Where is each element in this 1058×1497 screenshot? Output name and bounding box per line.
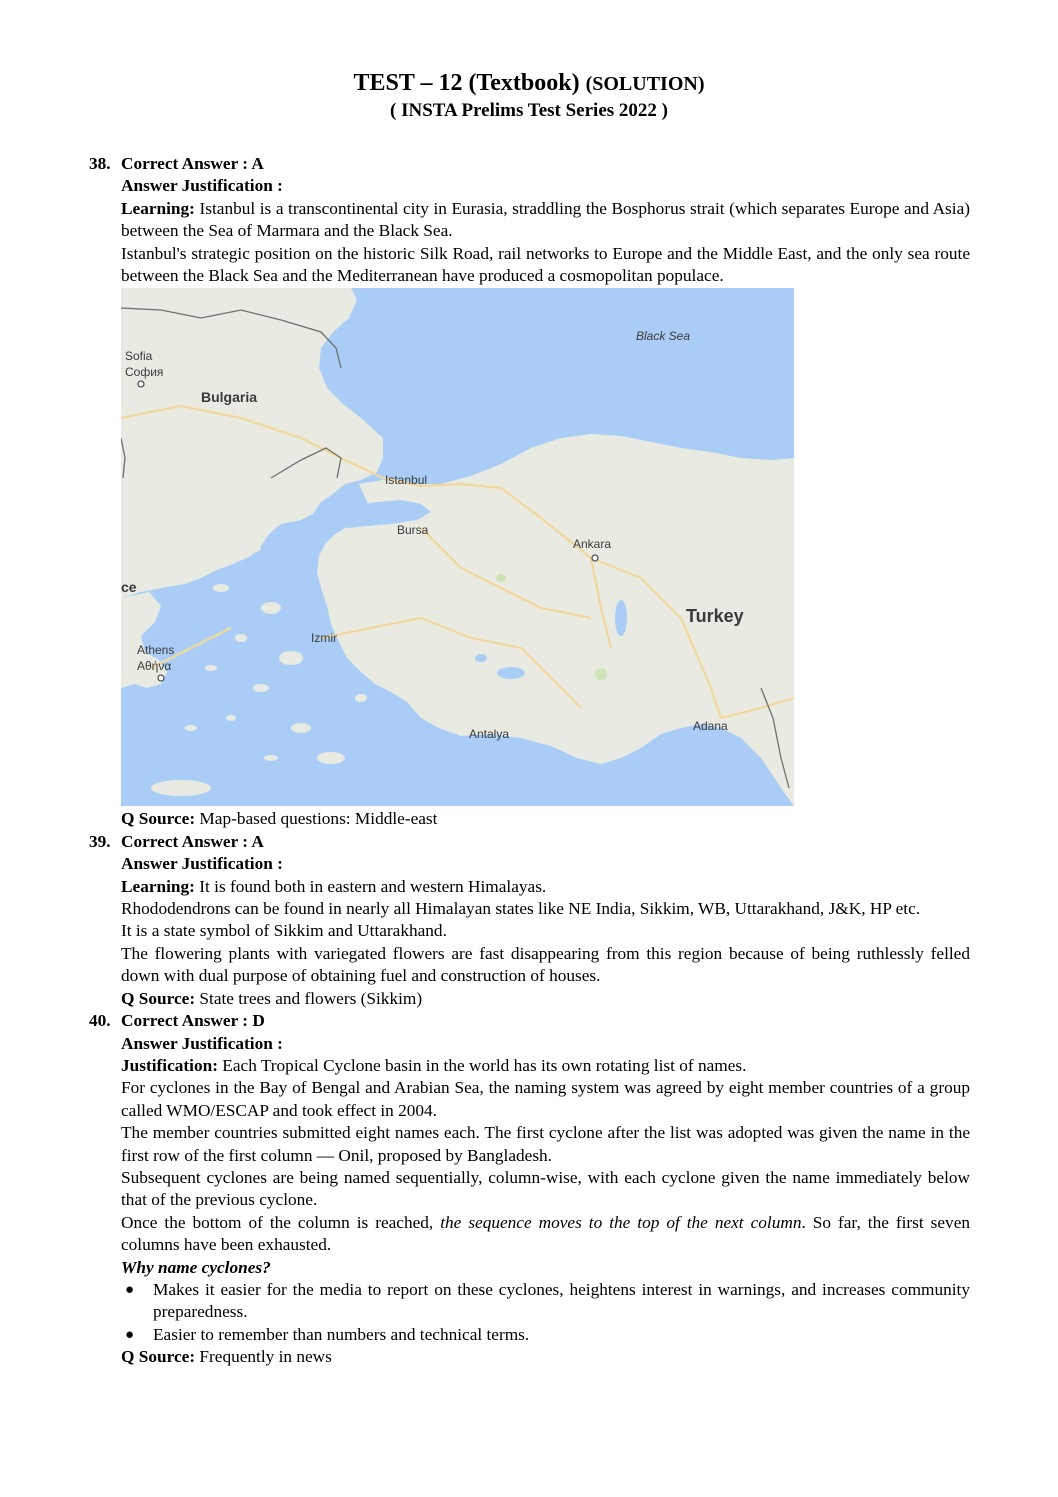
bullet-item: ● Easier to remember than numbers and technical terms. [121, 1324, 970, 1346]
question-number: 40. [89, 1011, 111, 1031]
label-ankara: Ankara [573, 537, 612, 552]
subheading-why-name-cyclones: Why name cyclones? [121, 1257, 271, 1277]
label-turkey: Turkey [686, 606, 744, 627]
justification-heading: Answer Justification : [121, 854, 283, 874]
question-source: Q Source: State trees and flowers (Sikkim) [121, 988, 423, 1008]
label-bursa: Bursa [397, 523, 429, 538]
label-black-sea: Black Sea [636, 329, 691, 344]
map-image-turkey [121, 288, 794, 806]
paragraph: Istanbul's strategic position on the historic Silk Road, rail networks to Europe and the Middle East, and the only sea route between the Black Sea and the Mediterranean have produced a cosmopolitan populace. [121, 243, 970, 286]
justification-heading: Answer Justification : [121, 1033, 283, 1053]
label-adana: Adana [693, 719, 728, 734]
paragraph: It is a state symbol of Sikkim and Uttarakhand. [121, 921, 447, 941]
question-source: Q Source: Frequently in news [121, 1347, 332, 1367]
learning-paragraph: Learning: Istanbul is a transcontinental city in Eurasia, straddling the Bosphorus strait (which separates Europe and Asia) between the Sea of Marmara and the Black Sea. [121, 198, 970, 241]
paragraph: For cyclones in the Bay of Bengal and Arabian Sea, the naming system was agreed by eight member countries of a group called WMO/ESCAP and took effect in 2004. [121, 1078, 970, 1120]
label-istanbul: Istanbul [385, 473, 428, 488]
learning-paragraph: Learning: It is found both in eastern and western Himalayas. [121, 876, 547, 896]
question-38 [89, 153, 970, 831]
justification-heading: Answer Justification : [121, 176, 283, 196]
label-antalya: Antalya [469, 727, 510, 742]
label-athens-greek: Αθήνα [137, 659, 172, 674]
question-source: Q Source: Map-based questions: Middle-east [121, 809, 438, 829]
bullet-item: ● Makes it easier for the media to report on these cyclones, heightens interest in warnings, and increases community preparedness. [125, 1279, 970, 1322]
paragraph: The member countries submitted eight names each. The first cyclone after the list was adopted was given the name in the first row of the first column — Onil, proposed by Bangladesh. [121, 1123, 970, 1165]
label-bulgaria: Bulgaria [201, 389, 258, 406]
label-greece-partial: ce [121, 579, 137, 596]
label-athens: Athens [137, 643, 175, 658]
document-body [89, 153, 970, 1369]
paragraph: Rhododendrons can be found in nearly all Himalayan states like NE India, Sikkim, WB, Uttarakhand, J&K, HP etc. [121, 899, 921, 919]
bullet-list [121, 1279, 970, 1346]
bullet-icon: ● [125, 1326, 135, 1343]
correct-answer: Correct Answer : A [121, 154, 264, 173]
correct-answer: Correct Answer : A [121, 831, 264, 851]
question-40 [89, 1010, 970, 1369]
paragraph: Once the bottom of the column is reached, the sequence moves to the top of the next column. So far, the first seven columns have been exhausted. [121, 1212, 971, 1255]
label-sofia: Sofia [125, 349, 153, 364]
justification-paragraph: Justification: Each Tropical Cyclone basin in the world has its own rotating list of names. [121, 1055, 747, 1075]
label-izmir: Izmir [311, 631, 337, 646]
label-sofia-cyrillic: София [125, 365, 164, 380]
page-title: TEST – 12 (Textbook) (SOLUTION) [353, 70, 705, 96]
question-39 [89, 831, 970, 1010]
correct-answer: Correct Answer : D [121, 1011, 265, 1031]
page-subtitle: ( INSTA Prelims Test Series 2022 ) [390, 100, 668, 121]
paragraph: Subsequent cyclones are being named sequentially, column-wise, with each cyclone given the name immediately below that of the previous cyclone. [121, 1167, 970, 1210]
bullet-icon: ● [125, 1281, 135, 1298]
question-number: 39. [89, 831, 111, 851]
paragraph: The flowering plants with variegated flowers are fast disappearing from this region because of being ruthlessly felled down with dual purpose of obtaining fuel and construction of houses. [121, 943, 970, 986]
question-number: 38. [89, 154, 111, 173]
